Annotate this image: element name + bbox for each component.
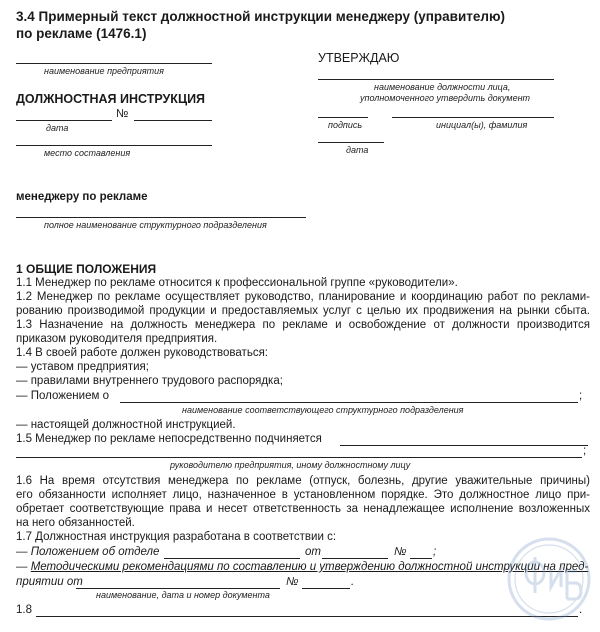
subordination-line-end: ; <box>583 445 587 457</box>
approver-position-caption-1: наименование должности лица, <box>374 82 511 92</box>
para-1-4: 1.4 В своей работе должен руководствоваться: <box>16 347 268 359</box>
subordination-caption: руководителю предприятия, иному должностному лицу <box>170 460 411 470</box>
signature-line <box>318 117 368 118</box>
para-1-1: 1.1 Менеджер по рекламе относится к профессиональной группе «руководители». <box>16 277 458 289</box>
approver-position-line <box>318 79 554 80</box>
org-name-caption: наименование предприятия <box>44 66 164 76</box>
approver-position-caption-2: уполномоченного утвердить документ <box>360 93 531 103</box>
signature-caption: подпись <box>328 120 363 130</box>
para-1-4-item3: — Положением о <box>16 390 109 402</box>
subordination-line-2 <box>16 457 582 458</box>
para-1-5: 1.5 Менеджер по рекламе непосредственно подчиняется <box>16 433 322 445</box>
document-heading-line1: 3.4 Примерный текст должностной инструкции менеджеру (управителю) <box>16 9 505 24</box>
publisher-stamp-icon <box>505 535 593 623</box>
para-1-7-item1-end: ; <box>433 546 437 558</box>
dept-reg-date-line <box>322 558 388 559</box>
para-1-4-item2: — правилами внутреннего трудового распорядка; <box>16 375 283 387</box>
method-recs-number-line <box>302 588 350 589</box>
section-title: 1 ОБЩИЕ ПОЛОЖЕНИЯ <box>16 262 157 276</box>
doc-date-line <box>16 120 112 121</box>
regulation-line-end: ; <box>579 390 583 402</box>
para-1-7-item2-line2: приятии от <box>16 576 83 588</box>
subordination-line-1 <box>340 445 588 446</box>
org-name-line <box>16 63 212 64</box>
para-1-6-line1: 1.6 На время отсутствия менеджера по рекламе (отпуск, болезнь, другие уважительные причины) <box>16 475 590 487</box>
para-1-2-line2: рованию производимой продукции и предоставляемых услуг с целью их продвижения на рынки сбыта. <box>16 305 590 317</box>
doc-date-caption: дата <box>46 123 69 133</box>
para-1-7-item2-line1 <box>16 560 590 574</box>
doc-title: ДОЛЖНОСТНАЯ ИНСТРУКЦИЯ <box>16 92 206 106</box>
approve-date-caption: дата <box>346 145 369 155</box>
initials-line <box>392 117 554 118</box>
para-1-7: 1.7 Должностная инструкция разработана в соответствии с: <box>16 531 337 543</box>
approve-title: УТВЕРЖДАЮ <box>318 51 400 65</box>
para-1-7-item1-from: от <box>305 546 321 558</box>
addressee: менеджеру по рекламе <box>16 191 148 203</box>
para-1-7-item2-number-sign: № <box>286 576 299 588</box>
regulation-caption: наименование соответствующего структурного подразделения <box>182 405 464 415</box>
number-sign: № <box>116 108 129 120</box>
para-1-8: 1.8 <box>16 604 32 616</box>
para-1-8-line <box>36 616 578 617</box>
regulation-line <box>120 402 578 403</box>
para-1-7-item2-dash: — <box>16 561 31 573</box>
place-caption: место составления <box>44 148 131 158</box>
para-1-6-line3: обретает соответствующие права и несет ответственность за ненадлежащее исполнение возложенных <box>16 503 590 515</box>
place-line <box>16 145 212 146</box>
method-recs-caption: наименование, дата и номер документа <box>96 590 270 600</box>
approve-date-line <box>318 142 384 143</box>
para-1-6-line2: его обязанности исполняет лицо, назначенное в установленном порядке. Это должностное лицо при- <box>16 489 590 501</box>
method-recs-date-line <box>76 588 280 589</box>
para-1-8-end: . <box>579 604 583 616</box>
dept-reg-number-line <box>410 558 432 559</box>
para-1-3-line1: 1.3 Назначение на должность менеджера по рекламе и освобождение от должности производится <box>16 319 590 331</box>
method-recs-title: Методическими рекомендациями по составлению и утверждению должностной инструкции на пред- <box>30 561 589 573</box>
para-1-4-item4: — настоящей должностной инструкцией. <box>16 419 236 431</box>
unit-caption: полное наименование структурного подразделения <box>44 220 267 230</box>
initials-caption: инициал(ы), фамилия <box>436 120 528 130</box>
document-heading-line2: по рекламе (1476.1) <box>16 26 147 41</box>
para-1-7-item1-number-sign: № <box>394 546 407 558</box>
para-1-4-item1: — уставом предприятия; <box>16 361 149 373</box>
doc-number-line <box>134 120 212 121</box>
para-1-6-line4: на него обязанностей. <box>16 517 135 529</box>
para-1-3-line2: приказом руководителя предприятия. <box>16 333 218 345</box>
para-1-7-item2-end: . <box>351 576 355 588</box>
para-1-7-item1-label: — Положением об отделе <box>16 546 160 558</box>
dept-reg-name-line <box>164 558 300 559</box>
para-1-2-line1: 1.2 Менеджер по рекламе осуществляет руководство, планирование и координацию работ по реклами- <box>16 291 590 303</box>
unit-line <box>16 217 306 218</box>
